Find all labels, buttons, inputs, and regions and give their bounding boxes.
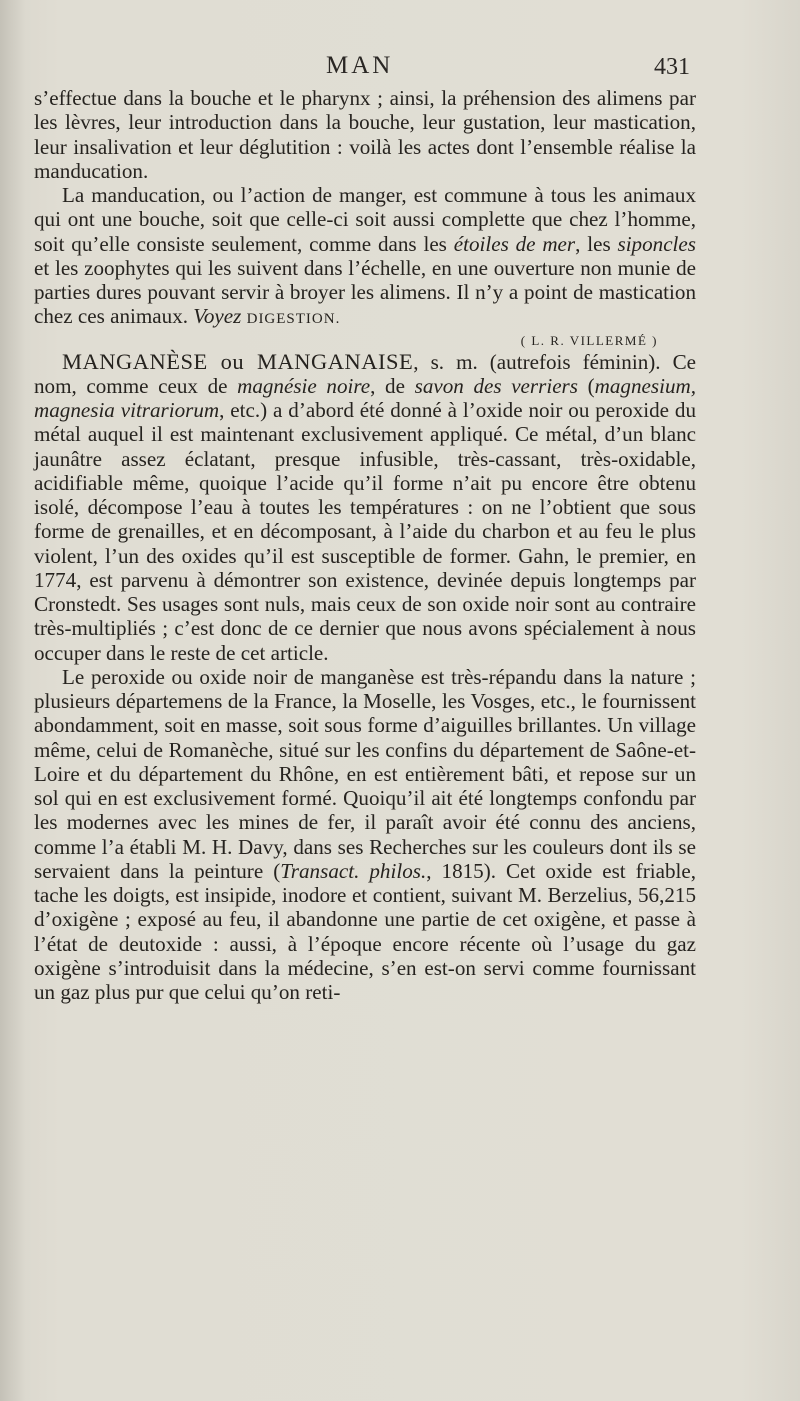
cross-reference: DIGESTION. — [246, 311, 341, 328]
manducation-text-2: , les — [575, 231, 618, 256]
manducation-text-3: et les zoophytes qui les suivent dans l’échelle, en une ouverture non munie de parties dures pouvant servir à broyer les alimens. Il n’y a point de mastication chez ces animaux. — [34, 255, 696, 329]
continuation-paragraph: s’effectue dans la bouche et le pharynx ; ainsi, la préhension des alimens par les lèvres, leur introduction dans la bouche, leur gustation, leur mastication, leur insalivation et leur déglutition : voilà les actes dont l’ensemble réalise la manducation. — [34, 86, 696, 183]
page-number: 431 — [654, 54, 690, 80]
term-siponcles: siponcles — [617, 231, 696, 256]
manganese-entry — [34, 350, 696, 665]
author-signature: ( L. R. VILLERMÉ ) — [520, 332, 658, 348]
citation-transact-philos: Transact. philos. — [280, 858, 427, 883]
manganese-text-4: , etc.) a d’abord été donné à l’oxide noir ou peroxide du métal auquel il est maintenant exclusivement appliqué. Ce métal, d’un blanc jaunâtre assez éclatant, presque infusible, très-cassant, très-oxidable, acidifiable même, quoique l’acide qu’il forme n’ait pu encore être obtenu isolé, décompose l’eau à toutes les températures : on ne l’obtient que sous forme de grenailles, et en décomposant, à l’aide du charbon et au feu le plus violent, l’un des oxides qu’il est susceptible de former. Gahn, le premier, en 1774, est parvenu à démontrer son existence, devinée depuis longtemps par Cronstedt. Ses usages sont nuls, mais ceux de son oxide noir sont au contraire très-multipliés ; c’est donc de ce dernier que nous avons spécialement à nous occuper dans le reste de cet article. — [34, 398, 696, 665]
running-head: MAN — [326, 52, 394, 79]
peroxide-text-1: Le peroxide ou oxide noir de manganèse est très-répandu dans la nature ; plusieurs départemens de la France, la Moselle, les Vosges, etc., le fournissent abondamment, soit en masse, soit sous forme d’aiguilles brillantes. Un village même, celui de Romanèche, situé sur les confins du département de Saône-et-Loire et du département du Rhône, en est entièrement bâti, et repose sur un sol qui en est exclusivement formé. Quoiqu’il ait été longtemps confondu par les modernes avec les mines de fer, il paraît avoir été connu des anciens, comme l’a établi M. H. Davy, dans ses Recherches sur les couleurs dont ils se servaient dans la peinture ( — [34, 664, 696, 883]
term-magnesie-noire: magnésie noire — [237, 373, 371, 398]
term-etoiles-de-mer: étoiles de mer — [453, 231, 576, 256]
peroxide-text-2: , 1815). Cet oxide est friable, tache les doigts, est insipide, inodore et contient, suivant M. Berzelius, 56,215 d’oxigène ; exposé au feu, il abandonne une partie de cet oxigène, et passe à l’état de deutoxide : aussi, à l’époque encore récente où l’usage du gaz oxigène s’introduisit dans la médecine, s’en est-on servi comme fournissant un gaz plus pur que celui qu’on reti- — [34, 858, 696, 1004]
peroxide-paragraph — [34, 665, 696, 1005]
manganese-text-2: , de — [370, 373, 415, 398]
manducation-paragraph — [34, 183, 696, 332]
term-savon-des-verriers: savon des verriers — [414, 373, 578, 398]
page-header — [0, 52, 800, 86]
body-text — [34, 86, 696, 1004]
manganese-text-1: , s. m. (autrefois féminin). Ce nom, comme ceux de — [34, 349, 697, 398]
voyez-label: Voyez — [193, 304, 242, 329]
manganese-text-3: ( — [577, 373, 595, 398]
manducation-text-1: La manducation, ou l’action de manger, est commune à tous les animaux qui ont une bouche, soit que celle-ci soit aussi complette que chez l’homme, soit qu’elle consiste seulement, comme dans les — [34, 183, 696, 256]
term-latin-names: magnesium, magnesia vitrariorum — [34, 373, 696, 422]
entry-headword: MANGANÈSE ou MANGANAISE — [62, 348, 414, 374]
